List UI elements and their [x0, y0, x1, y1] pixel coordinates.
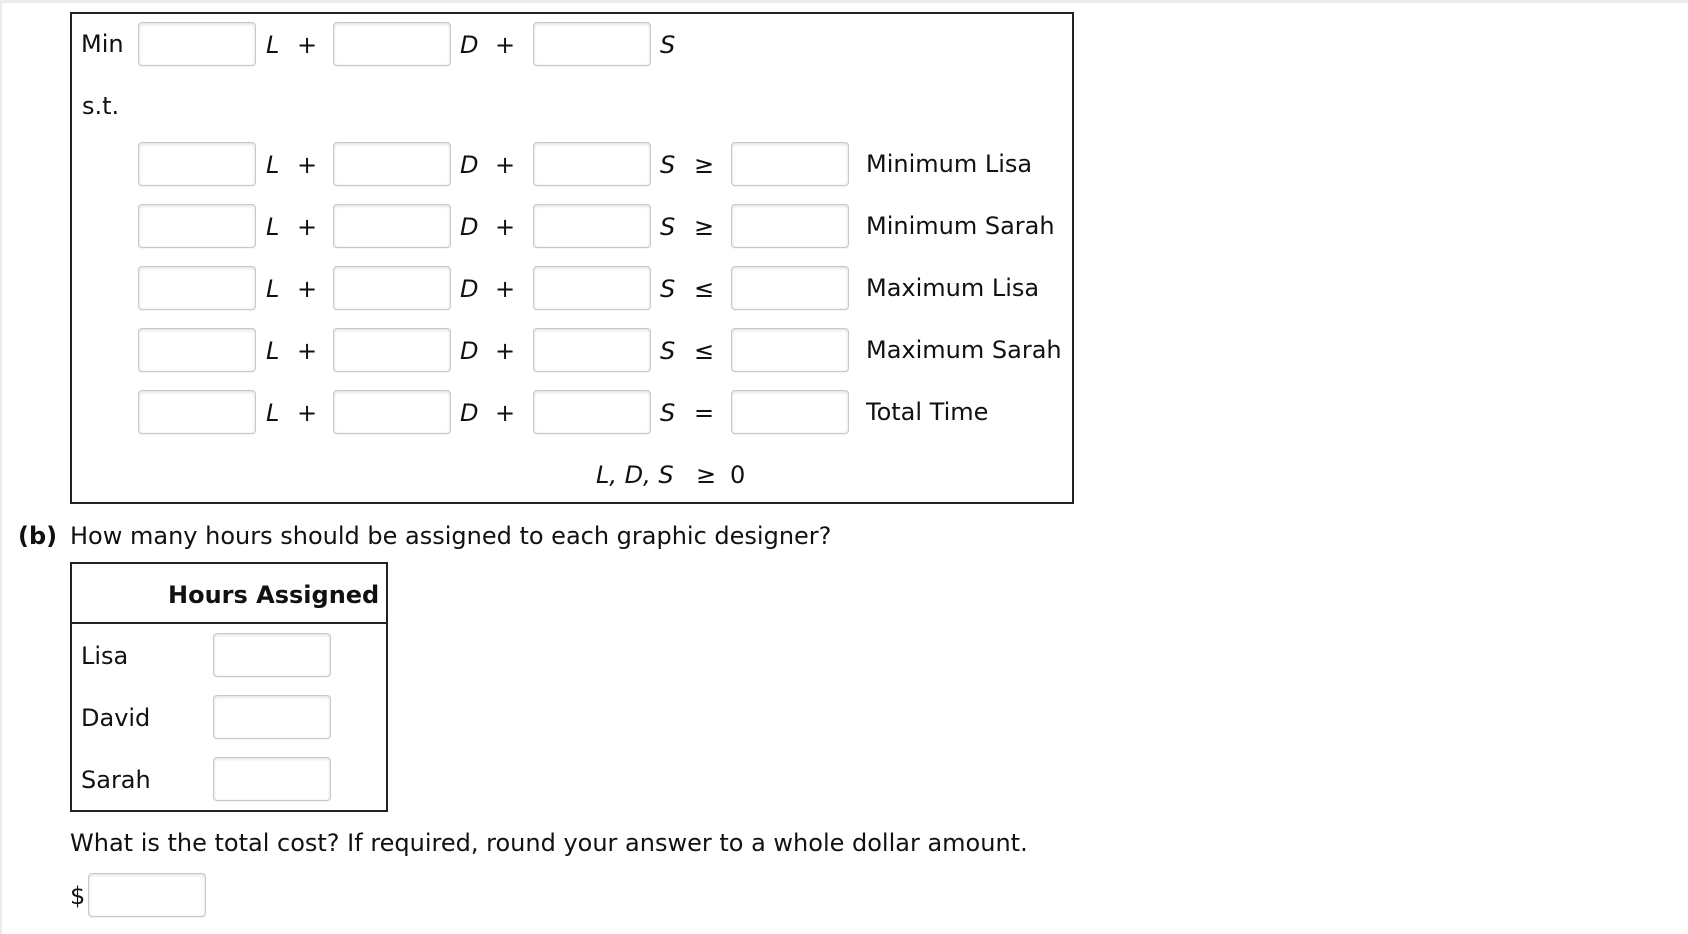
constraint-3-plus-1: +	[297, 275, 318, 303]
constraint-2-var-s: S	[660, 213, 676, 241]
constraint-2-coef-d-input[interactable]	[333, 204, 451, 248]
constraint-1-var-s: S	[660, 151, 676, 179]
constraint-5-rhs-input[interactable]	[731, 390, 849, 434]
hours-assigned-header: Hours Assigned	[168, 581, 380, 609]
constraint-2-plus-2: +	[495, 213, 516, 241]
constraint-3-name: Maximum Lisa	[866, 274, 1040, 302]
constraint-3-coef-d-input[interactable]	[333, 266, 451, 310]
constraint-2-name: Minimum Sarah	[866, 212, 1055, 240]
hours-lisa-input[interactable]	[213, 633, 331, 677]
constraint-3-coef-s-input[interactable]	[533, 266, 651, 310]
constraint-3-var-s: S	[660, 275, 676, 303]
part-b-marker: (b)	[18, 522, 58, 550]
constraint-1-coef-s-input[interactable]	[533, 142, 651, 186]
min-label: Min	[81, 30, 124, 58]
constraint-4-var-l: L	[266, 337, 280, 365]
constraint-2-plus-1: +	[297, 213, 318, 241]
constraint-2-coef-s-input[interactable]	[533, 204, 651, 248]
objective-coef-l-input[interactable]	[138, 22, 256, 66]
total-cost-input[interactable]	[88, 873, 206, 917]
objective-var-d: D	[460, 31, 479, 59]
constraint-2-coef-l-input[interactable]	[138, 204, 256, 248]
constraint-2-rhs-input[interactable]	[731, 204, 849, 248]
constraint-5-plus-1: +	[297, 399, 318, 427]
constraint-4-coef-l-input[interactable]	[138, 328, 256, 372]
constraint-1-rhs-input[interactable]	[731, 142, 849, 186]
constraint-4-relation: ≤	[694, 337, 715, 365]
constraint-3-plus-2: +	[495, 275, 516, 303]
row-label-sarah: Sarah	[81, 766, 151, 794]
nonneg-op: ≥	[696, 461, 717, 489]
hours-table-header-divider	[70, 622, 388, 624]
hours-david-input[interactable]	[213, 695, 331, 739]
constraint-5-var-d: D	[460, 399, 479, 427]
constraint-4-var-s: S	[660, 337, 676, 365]
objective-plus-2: +	[495, 31, 516, 59]
constraint-1-name: Minimum Lisa	[866, 150, 1033, 178]
constraint-5-coef-l-input[interactable]	[138, 390, 256, 434]
constraint-2-relation: ≥	[694, 213, 715, 241]
left-rule	[0, 0, 2, 934]
constraint-1-var-d: D	[460, 151, 479, 179]
constraint-3-var-d: D	[460, 275, 479, 303]
constraint-1-relation: ≥	[694, 151, 715, 179]
constraint-2-var-l: L	[266, 213, 280, 241]
currency-symbol: $	[70, 882, 86, 910]
constraint-3-relation: ≤	[694, 275, 715, 303]
constraint-3-var-l: L	[266, 275, 280, 303]
constraint-1-plus-1: +	[297, 151, 318, 179]
nonneg-vars: L, D, S	[596, 461, 674, 489]
objective-coef-d-input[interactable]	[333, 22, 451, 66]
objective-var-s: S	[660, 31, 676, 59]
constraint-3-rhs-input[interactable]	[731, 266, 849, 310]
constraint-4-var-d: D	[460, 337, 479, 365]
constraint-5-relation: =	[694, 399, 715, 427]
subject-to-label: s.t.	[82, 92, 120, 120]
constraint-5-var-s: S	[660, 399, 676, 427]
constraint-1-var-l: L	[266, 151, 280, 179]
hours-sarah-input[interactable]	[213, 757, 331, 801]
constraint-4-plus-2: +	[495, 337, 516, 365]
constraint-5-var-l: L	[266, 399, 280, 427]
constraint-1-plus-2: +	[495, 151, 516, 179]
constraint-3-coef-l-input[interactable]	[138, 266, 256, 310]
total-cost-question: What is the total cost? If required, round your answer to a whole dollar amount.	[70, 829, 1028, 857]
objective-plus-1: +	[297, 31, 318, 59]
constraint-4-name: Maximum Sarah	[866, 336, 1062, 364]
row-label-david: David	[81, 704, 151, 732]
constraint-4-rhs-input[interactable]	[731, 328, 849, 372]
constraint-4-coef-d-input[interactable]	[333, 328, 451, 372]
objective-var-l: L	[266, 31, 280, 59]
objective-coef-s-input[interactable]	[533, 22, 651, 66]
constraint-5-plus-2: +	[495, 399, 516, 427]
nonneg-value: 0	[730, 461, 746, 489]
constraint-1-coef-d-input[interactable]	[333, 142, 451, 186]
constraint-1-coef-l-input[interactable]	[138, 142, 256, 186]
part-b-question: How many hours should be assigned to each graphic designer?	[70, 522, 832, 550]
constraint-2-var-d: D	[460, 213, 479, 241]
constraint-5-coef-d-input[interactable]	[333, 390, 451, 434]
constraint-4-plus-1: +	[297, 337, 318, 365]
top-rule	[0, 0, 1688, 3]
constraint-5-coef-s-input[interactable]	[533, 390, 651, 434]
row-label-lisa: Lisa	[81, 642, 129, 670]
constraint-5-name: Total Time	[866, 398, 989, 426]
constraint-4-coef-s-input[interactable]	[533, 328, 651, 372]
